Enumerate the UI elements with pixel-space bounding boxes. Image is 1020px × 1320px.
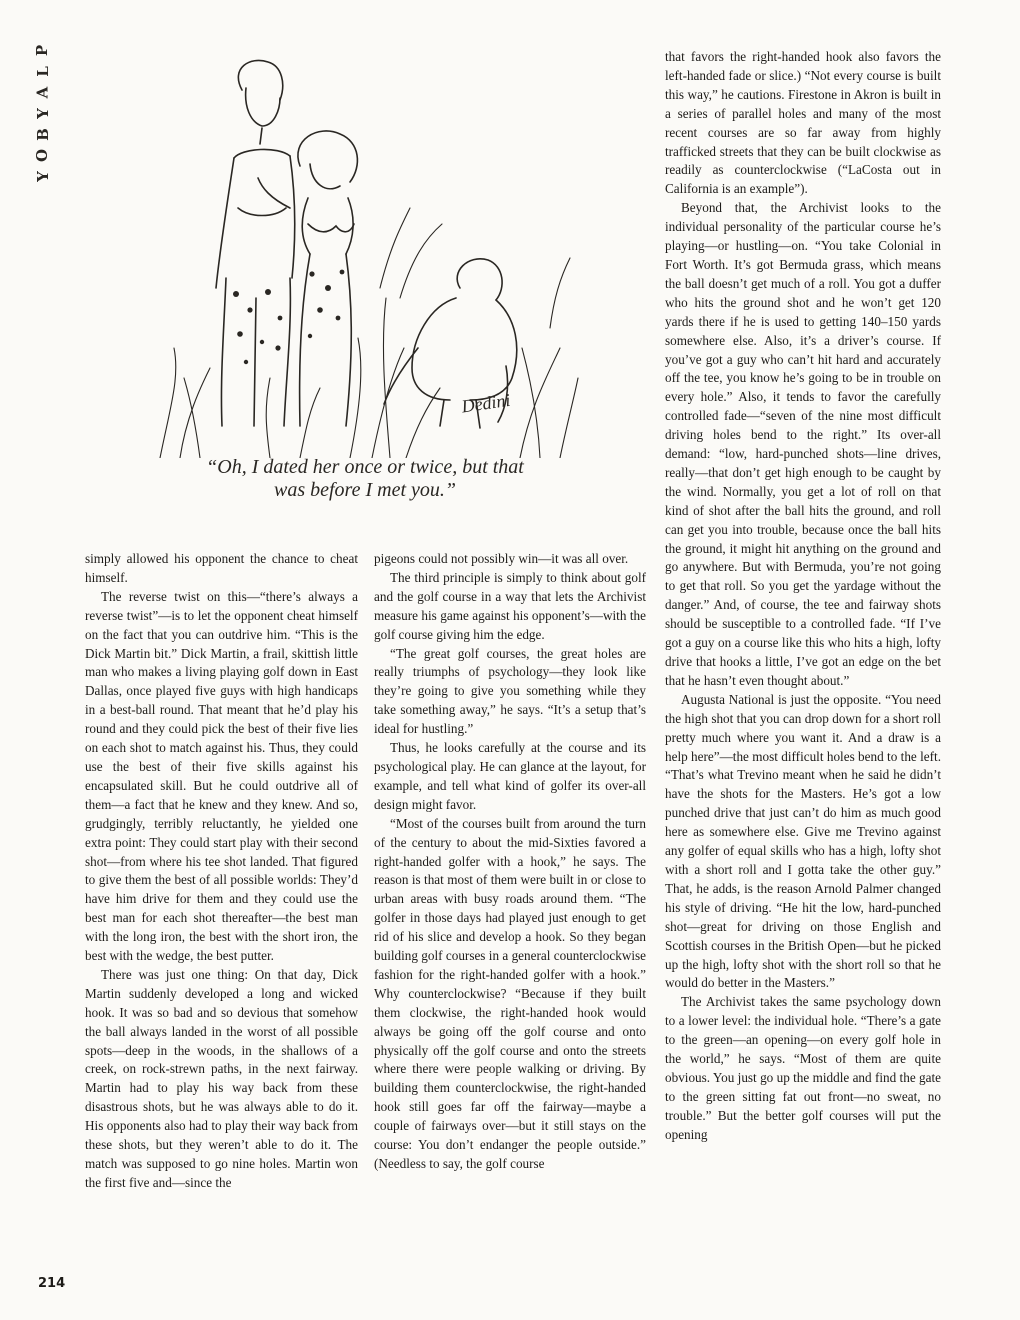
- article-column-3: [665, 48, 941, 1145]
- paragraph: “Most of the courses built from around the turn of the century to about the mid-Sixties favored a right-handed golfer with a hook,” he says. The reason is that most of them were built in or close to urban areas with busy roads around them. “The golfer in those days had played just enough to get rid of his slice and develop a hook. So they began building golf courses in a general counterclockwise fashion for the right-handed golfer with a hook.” Why counterclockwise? “Because if they built them clockwise, the right-handed hook would always be going off the golf course and onto physically off the golf course and onto the streets where there were people walking or driving. By building them counterclockwise, the right-handed hook still goes far off the fairway—maybe a couple of fairways over—but it still stays on the course: You don’t endanger the people outside.” (Needless to say, the golf course: [374, 815, 646, 1171]
- paragraph: The reverse twist on this—“there’s always a reverse twist”—is to let the opponent cheat himself on the fact that you can outdrive him. “This is the Dick Martin bit.” Dick Martin, a frail, skittish little man who makes a living playing golf down in East Dallas, once played five guys with high handicaps in a best-ball round. That meant that he’d play his round and they could pick the best of their five lies on each shot to match against his. Thus, they could use the best of their five skills against his encapsulated skill. But he could outdrive all of them—a fact that he knew and they knew. And so, grudgingly, terribly reluctantly, he yielded one extra point: They could start play with their second shot—from where his tee shot landed. That figured to give them the best of all possible worlds: They’d have him drive for them and they could use the best man for each shot thereafter—the best man with the long iron, the best with the short iron, the best with the wedge, the best putter.: [85, 588, 358, 964]
- paragraph: “The great golf courses, the great holes are really triumphs of psychology—they look like they’re going to give you something while they take something away,” he says. “It’s a setup that’s ideal for hustling.”: [374, 645, 646, 737]
- masthead-letter: Y: [33, 171, 52, 182]
- paragraph: The Archivist takes the same psychology down to a lower level: the individual hole. “There’s a gate to the green—an opening—on every golf hole in the world,” he says. “Most of them are quite obvious. You just go up the middle and find the gate to the green sitting fat out front—no sweat, no trouble.” But the better golf courses will put the opening: [665, 994, 941, 1142]
- masthead-letter: B: [33, 128, 52, 141]
- article-column-1: [85, 550, 358, 1193]
- article-column-2: [374, 550, 646, 1174]
- magazine-masthead: [20, 40, 66, 187]
- masthead-letter: Y: [33, 108, 52, 119]
- woman-figure: [258, 131, 357, 426]
- paragraph: Thus, he looks carefully at the course and its psychological play. He can glance at the layout, for example, and tell what kind of golfer its over-all design might favor.: [374, 740, 646, 812]
- paragraph: that favors the right-handed hook also favors the left-handed fade or slice.) “Not every course is built this way,” he cautions. Firestone in Akron is built in a series of parallel holes and many of the most recent courses are so far away from highly trafficked streets that they can be built clockwise as readily as counterclockwise (“LaCosta out in California is an example”).: [665, 49, 941, 197]
- paragraph: pigeons could not possibly win—it was all over.: [374, 551, 629, 566]
- cartoon-caption: [150, 456, 580, 502]
- masthead-letter: L: [33, 66, 52, 77]
- cartoon-illustration: [150, 48, 580, 458]
- masthead-letter: P: [33, 44, 52, 57]
- paragraph: Beyond that, the Archivist looks to the individual personality of the particular course he’s playing—or hustling—on. “You take Colonial in Fort Worth. It’s got Bermuda grass, which means the ball doesn’t get much of a roll. You got a duffer who hits the ground shot and he won’t get 120 yards there if he is used to getting 140–150 yards somewhere else. Also, it’s a driver’s course. If you’ve got a guy who can’t hit hard and accurately off the tee, you know he’s going to be in trouble on every hole.” Also, it tends to favor the carefully controlled fade—“seven of the nine most difficult driving holes bend to the right.” Its over-all demand: “low, hard-punched shots—line drives, really—that don’t get high enough to be caught by the wind. Normally, you get a lot of roll on that kind of shot after the ball hits the ground, and roll can get you into trouble, because once the ball hits the ground, it might hit anything on the ground and go anywhere. But with Bermuda, you’re not going to get that roll. So you get the yardage without the danger.” And, of course, the tee and fairway shots should be susceptible to a controlled fade. “If I’ve got a guy on a course like this who hits a high, lofty drive that hooks a little, I’ve got an edge on the bet that he hasn’t even thought about.”: [665, 200, 941, 688]
- man-figure: [216, 60, 295, 426]
- paragraph: There was just one thing: On that day, Dick Martin suddenly developed a long and wicked hook. It was so bad and so devious that somehow the ball always landed in the worst of all possible spots—deep in the woods, in the shallows of a creek, on rock-strewn paths, in the next fairway. Martin had to play his way back from these disastrous shots, but he was always able to do it. His opponents also had to play their way back from these shots, but they weren’t able to do it. The match was supposed to go nine holes. Martin won the first five and—since the: [85, 966, 358, 1190]
- masthead-letter: A: [33, 86, 52, 99]
- paragraph: simply allowed his opponent the chance to cheat himself.: [85, 551, 358, 585]
- artist-signature: Dedini: [460, 389, 512, 417]
- paragraph: The third principle is simply to think about golf and the golf course in a way that lets the Archivist measure his game against his opponent’s—with the golf course giving him the edge.: [374, 569, 646, 642]
- caption-line: was before I met you.”: [273, 479, 456, 501]
- paragraph: Augusta National is just the opposite. “You need the high shot that you can drop down for a short roll pretty much where you want it. And a draw is a help here”—the most difficult holes bend to the left. “That’s what Trevino meant when he said he didn’t have the shots for the Masters. He’s got a low punched drive that just can’t do him as much good here as somewhere else. Give me Trevino against any golfer of equal skills who has a high, lofty shot with a short roll and I gotta take the other guy.” That, he adds, is the reason Arnold Palmer changed his style of driving. “He hit the low, hard-punched shot—great for driving on those English and Scottish courses in the British Open—but he picked up the high, lofty shot with the short roll so that he would do better in the Masters.”: [665, 691, 941, 991]
- masthead-letter: O: [33, 148, 52, 163]
- caption-line: “Oh, I dated her once or twice, but that: [206, 456, 524, 478]
- page-number: 214: [38, 1276, 66, 1291]
